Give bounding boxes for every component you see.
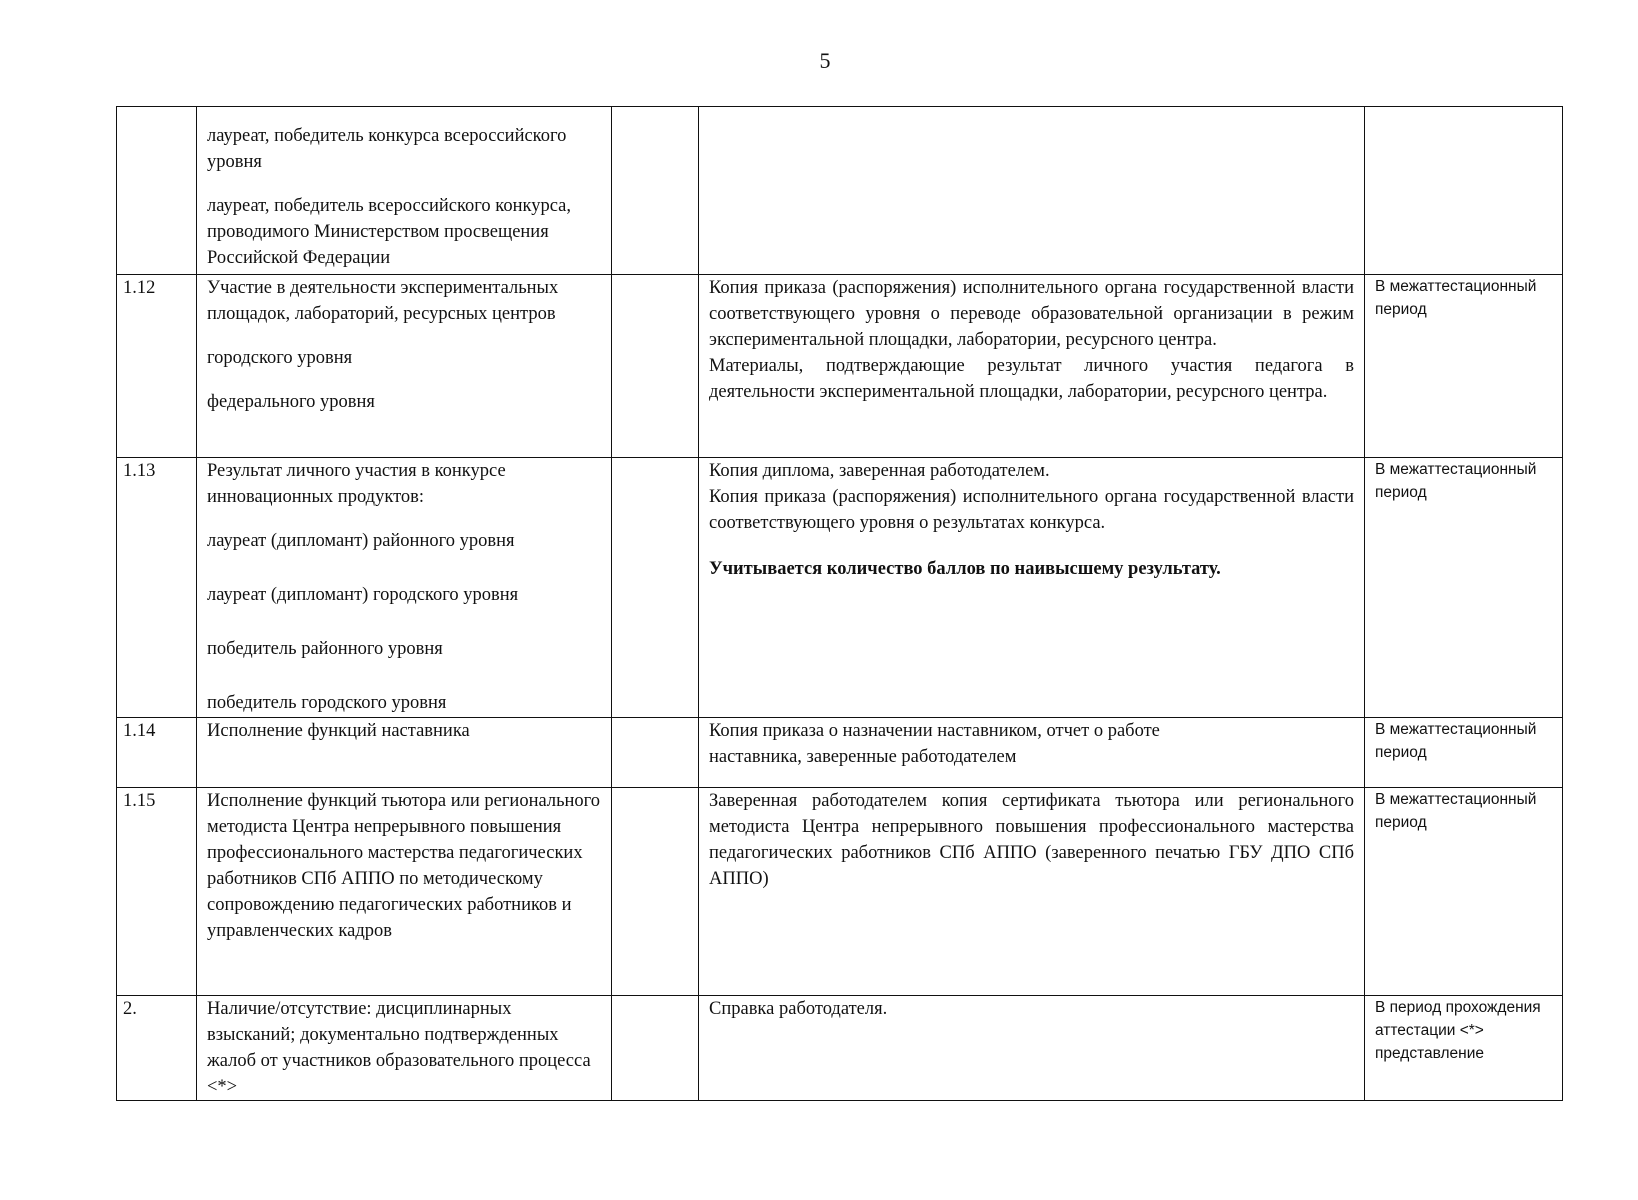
documents-cell <box>699 275 1365 458</box>
documents-cell <box>699 107 1365 275</box>
criterion-line: победитель районного уровня <box>207 639 443 659</box>
page-number: 5 <box>819 48 831 73</box>
criterion-line: Участие в деятельности экспериментальных площадок, лабораторий, ресурсных центров <box>207 278 559 324</box>
criteria-table <box>116 106 1563 1101</box>
criterion-line: федерального уровня <box>207 392 375 412</box>
criterion-line: лауреат, победитель конкурса всероссийского уровня <box>207 126 567 172</box>
criterion-cell <box>197 275 612 458</box>
points-cell <box>612 996 699 1101</box>
criterion-cell <box>197 996 612 1101</box>
row-number: 1.15 <box>117 788 197 996</box>
criterion-cell <box>197 458 612 718</box>
document-line: Копия диплома, заверенная работодателем. <box>709 461 1050 481</box>
documents-cell <box>699 788 1365 996</box>
document-line: Заверенная работодателем копия сертификата тьютора или регионального методиста Центра непрерывного повышения профессионального мастерства педагогических работников СПб АППО (заверенного печатью ГБУ ДПО СПб АППО) <box>709 791 1354 889</box>
criterion-line: Исполнение функций тьютора или регионального методиста Центра непрерывного повышения профессионального мастерства педагогических работников СПб АППО по методическому сопровождению педагогических работников и управленческих кадров <box>207 791 601 941</box>
table-row <box>117 996 1563 1101</box>
documents-cell <box>699 458 1365 718</box>
period-cell: В межаттестационный период <box>1365 275 1563 458</box>
table-row <box>117 458 1563 718</box>
criterion-line: победитель городского уровня <box>207 693 447 713</box>
points-cell <box>612 275 699 458</box>
period-cell <box>1365 107 1563 275</box>
document-line: Копия приказа о назначении наставником, отчет о работе наставника, заверенные работодателем <box>709 721 1160 767</box>
document-line: Материалы, подтверждающие результат личного участия педагога в деятельности экспериментальной площадки, лаборатории, ресурсного центра. <box>709 356 1354 402</box>
criterion-line: Наличие/отсутствие: дисциплинарных взысканий; документально подтвержденных жалоб от участников образовательного процесса <*> <box>207 999 591 1097</box>
criterion-line: Результат личного участия в конкурсе инновационных продуктов: <box>207 461 506 507</box>
period-cell: В межаттестационный период <box>1365 458 1563 718</box>
criterion-cell <box>197 788 612 996</box>
criterion-line: лауреат (дипломант) городского уровня <box>207 585 519 605</box>
document-line: Копия приказа (распоряжения) исполнительного органа государственной власти соответствующего уровня о переводе образовательной организации в режим экспериментальной площадки, лаборатории, ресурсного центра. <box>709 278 1354 350</box>
points-cell <box>612 718 699 788</box>
documents-cell <box>699 718 1365 788</box>
table-row <box>117 788 1563 996</box>
document-note: Учитывается количество баллов по наивысшему результату. <box>709 559 1221 579</box>
period-cell: В межаттестационный период <box>1365 788 1563 996</box>
row-number: 1.13 <box>117 458 197 718</box>
table-row <box>117 107 1563 275</box>
row-number: 2. <box>117 996 197 1101</box>
criterion-line: Исполнение функций наставника <box>207 721 470 741</box>
points-cell <box>612 788 699 996</box>
criterion-line: городского уровня <box>207 348 353 368</box>
table-row <box>117 275 1563 458</box>
points-cell <box>612 458 699 718</box>
documents-cell <box>699 996 1365 1101</box>
row-number <box>117 107 197 275</box>
criterion-cell <box>197 718 612 788</box>
row-number: 1.14 <box>117 718 197 788</box>
period-cell: В межаттестационный период <box>1365 718 1563 788</box>
points-cell <box>612 107 699 275</box>
criterion-cell <box>197 107 612 275</box>
row-number: 1.12 <box>117 275 197 458</box>
criterion-line: лауреат, победитель всероссийского конкурса, проводимого Министерством просвещения Российской Федерации <box>207 196 571 268</box>
document-line: Справка работодателя. <box>709 999 888 1019</box>
period-cell: В период прохождения аттестации <*> представление <box>1365 996 1563 1101</box>
document-line: Копия приказа (распоряжения) исполнительного органа государственной власти соответствующего уровня о результатах конкурса. <box>709 487 1354 533</box>
table-row <box>117 718 1563 788</box>
criterion-line: лауреат (дипломант) районного уровня <box>207 531 515 551</box>
